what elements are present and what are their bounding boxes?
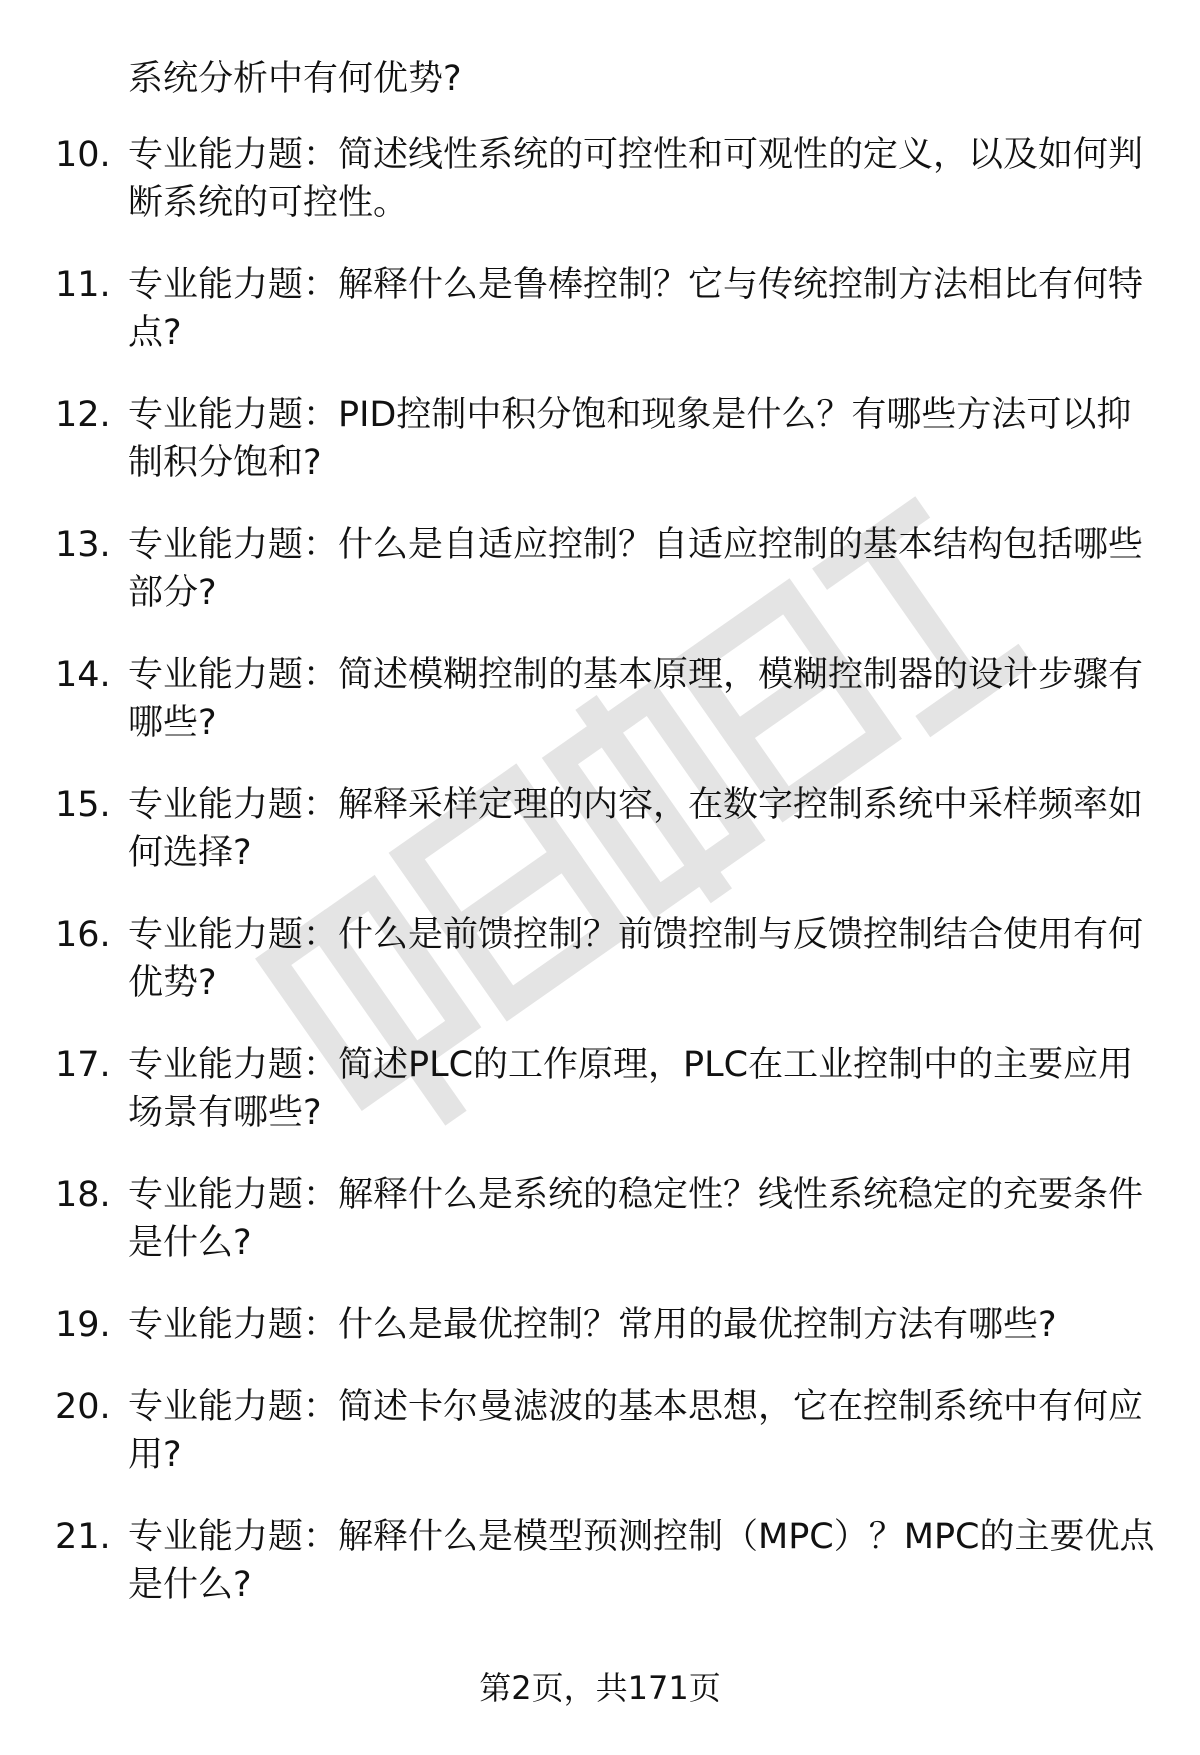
list-item bbox=[55, 261, 1165, 357]
question-list bbox=[55, 55, 1165, 1643]
question-number: 16. bbox=[55, 915, 111, 955]
question-number: 19. bbox=[55, 1305, 111, 1345]
page-number-footer: 第2页，共171页 bbox=[479, 1669, 721, 1707]
question-number: 15. bbox=[55, 785, 111, 825]
list-item bbox=[55, 131, 1165, 227]
list-item bbox=[55, 1301, 1165, 1349]
question-text: 专业能力题：简述卡尔曼滤波的基本思想，它在控制系统中有何应用? bbox=[128, 1387, 1144, 1475]
question-text: 专业能力题：PID控制中积分饱和现象是什么？有哪些方法可以抑制积分饱和? bbox=[128, 395, 1132, 483]
continued-question-text: 系统分析中有何优势? bbox=[128, 59, 462, 99]
list-item bbox=[55, 1041, 1165, 1137]
question-text: 专业能力题：解释什么是系统的稳定性？线性系统稳定的充要条件是什么? bbox=[128, 1175, 1144, 1263]
list-item bbox=[55, 391, 1165, 487]
list-item bbox=[55, 1513, 1165, 1609]
question-text: 专业能力题：简述PLC的工作原理，PLC在工业控制中的主要应用场景有哪些? bbox=[128, 1045, 1134, 1133]
question-number: 17. bbox=[55, 1045, 111, 1085]
question-text: 专业能力题：简述模糊控制的基本原理，模糊控制器的设计步骤有哪些? bbox=[128, 655, 1144, 743]
list-item bbox=[55, 651, 1165, 747]
question-text: 专业能力题：解释什么是鲁棒控制？它与传统控制方法相比有何特点? bbox=[128, 265, 1144, 353]
question-number: 11. bbox=[55, 265, 111, 305]
question-number: 12. bbox=[55, 395, 111, 435]
list-item bbox=[55, 781, 1165, 877]
question-number: 21. bbox=[55, 1517, 111, 1557]
question-number: 13. bbox=[55, 525, 111, 565]
list-item bbox=[55, 1383, 1165, 1479]
list-item bbox=[55, 521, 1165, 617]
question-text: 专业能力题：什么是最优控制？常用的最优控制方法有哪些? bbox=[128, 1305, 1057, 1345]
list-item bbox=[55, 1171, 1165, 1267]
question-text: 专业能力题：什么是自适应控制？自适应控制的基本结构包括哪些部分? bbox=[128, 525, 1144, 613]
question-text: 专业能力题：解释什么是模型预测控制（MPC）？MPC的主要优点是什么? bbox=[128, 1517, 1155, 1605]
list-item bbox=[55, 911, 1165, 1007]
question-text: 专业能力题：解释采样定理的内容，在数字控制系统中采样频率如何选择? bbox=[128, 785, 1144, 873]
question-text: 专业能力题：什么是前馈控制？前馈控制与反馈控制结合使用有何优势? bbox=[128, 915, 1144, 1003]
question-text: 专业能力题：简述线性系统的可控性和可观性的定义，以及如何判断系统的可控性。 bbox=[128, 135, 1144, 223]
question-number: 14. bbox=[55, 655, 111, 695]
question-number: 18. bbox=[55, 1175, 111, 1215]
question-number: 20. bbox=[55, 1387, 111, 1427]
continued-question bbox=[55, 55, 1165, 103]
question-number: 10. bbox=[55, 135, 111, 175]
